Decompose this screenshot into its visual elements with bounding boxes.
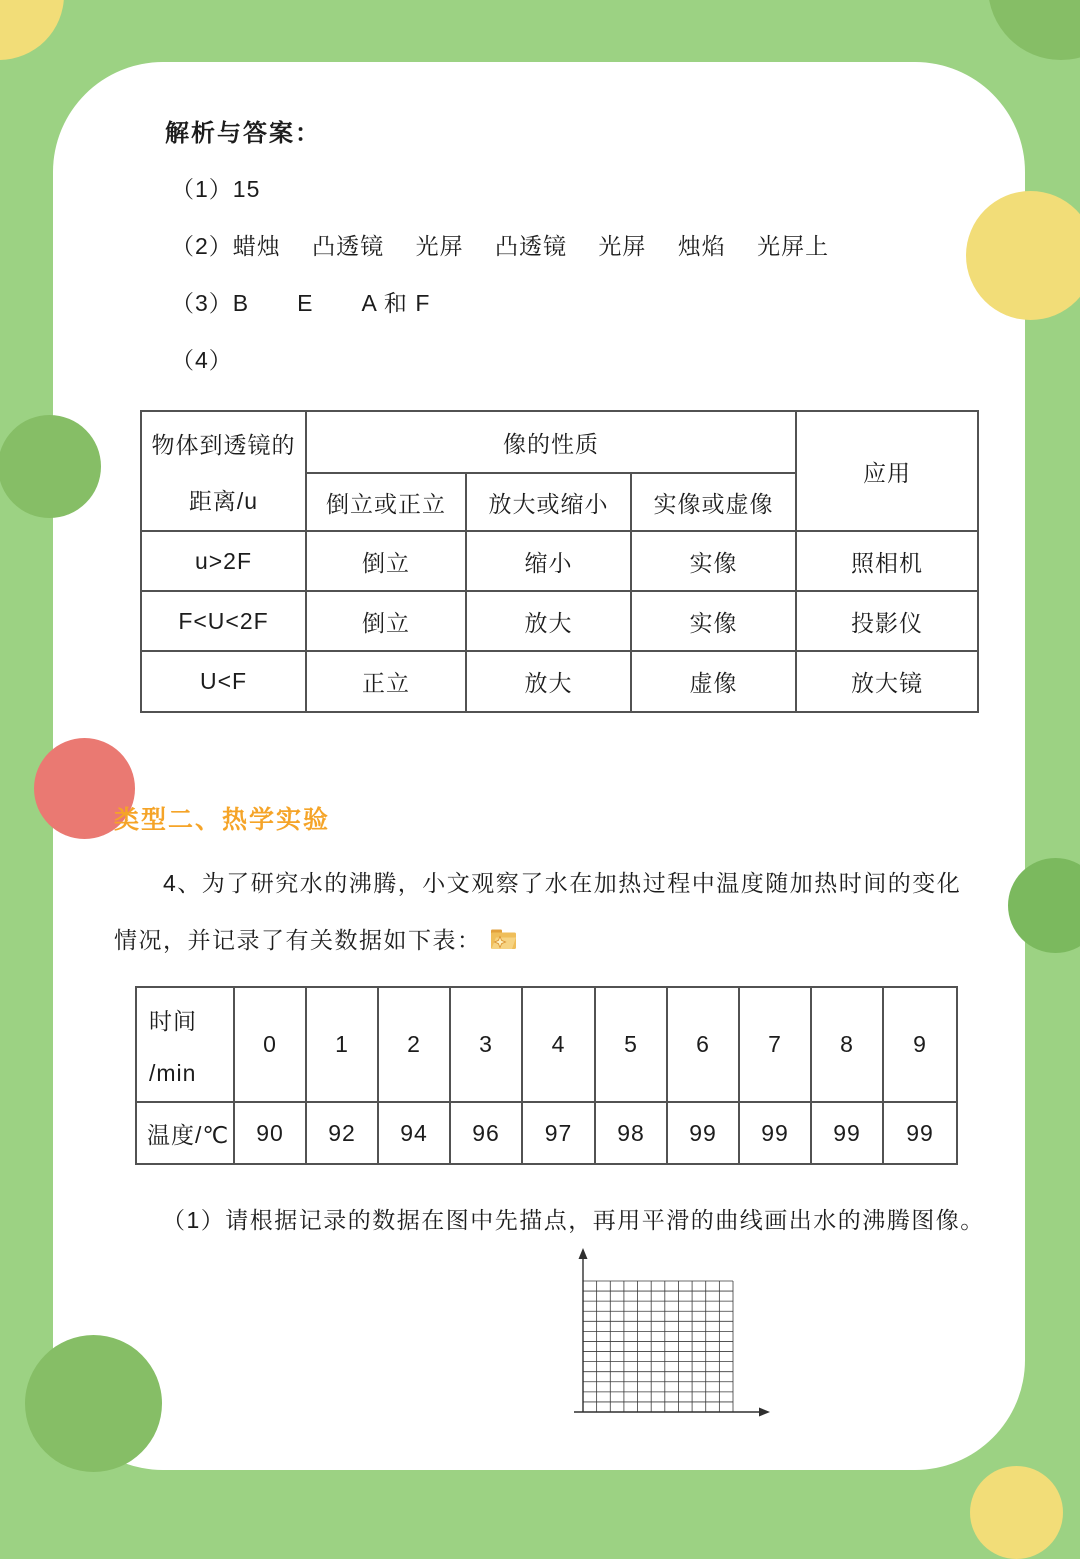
subquestion1-text: （1）请根据记录的数据在图中先描点，再用平滑的曲线画出水的沸腾图像。 bbox=[162, 1207, 985, 1233]
plot-grid bbox=[560, 1248, 790, 1433]
answer-line-4: （4） bbox=[171, 347, 233, 373]
y-axis-arrow-icon bbox=[579, 1248, 588, 1259]
x-axis-arrow-icon bbox=[759, 1408, 770, 1417]
lens-table-header-distance: 物体到透镜的 距离/u bbox=[141, 411, 306, 531]
lens-table-subheader: 放大或缩小 bbox=[466, 473, 631, 531]
question4-line-2: 情况，并记录了有关数据如下表： bbox=[114, 922, 517, 957]
lens-table-header-application: 应用 bbox=[796, 411, 978, 531]
table-row: U<F 正立 放大 虚像 放大镜 bbox=[141, 651, 978, 712]
answer-line-3: （3）B E A 和 F bbox=[171, 290, 431, 316]
section-title: 解析与答案： bbox=[165, 120, 321, 147]
type2-heading: 类型二、热学实验 bbox=[114, 806, 331, 834]
lens-table-subheader: 实像或虚像 bbox=[631, 473, 796, 531]
table-row: 时间 /min 0 1 2 3 4 5 6 7 8 9 bbox=[136, 987, 957, 1102]
temperature-header-cell: 温度/℃ bbox=[136, 1102, 234, 1164]
question4-line-1: 4、为了研究水的沸腾，小文观察了水在加热过程中温度随加热时间的变化 bbox=[163, 870, 962, 896]
boiling-data-table bbox=[135, 986, 958, 1165]
folder-icon bbox=[490, 927, 517, 957]
answer-line-2: （2）蜡烛 凸透镜 光屏 凸透镜 光屏 烛焰 光屏上 bbox=[171, 233, 830, 259]
lens-table-subheader: 倒立或正立 bbox=[306, 473, 466, 531]
lens-properties-table bbox=[140, 410, 979, 713]
answer-line-1: （1）15 bbox=[171, 176, 261, 202]
table-row: u>2F 倒立 缩小 实像 照相机 bbox=[141, 531, 978, 591]
table-row: F<U<2F 倒立 放大 实像 投影仪 bbox=[141, 591, 978, 651]
time-header-cell: 时间 /min bbox=[136, 987, 234, 1102]
lens-table-header-group: 像的性质 bbox=[306, 411, 796, 473]
table-row: 温度/℃ 90 92 94 96 97 98 99 99 99 99 bbox=[136, 1102, 957, 1164]
